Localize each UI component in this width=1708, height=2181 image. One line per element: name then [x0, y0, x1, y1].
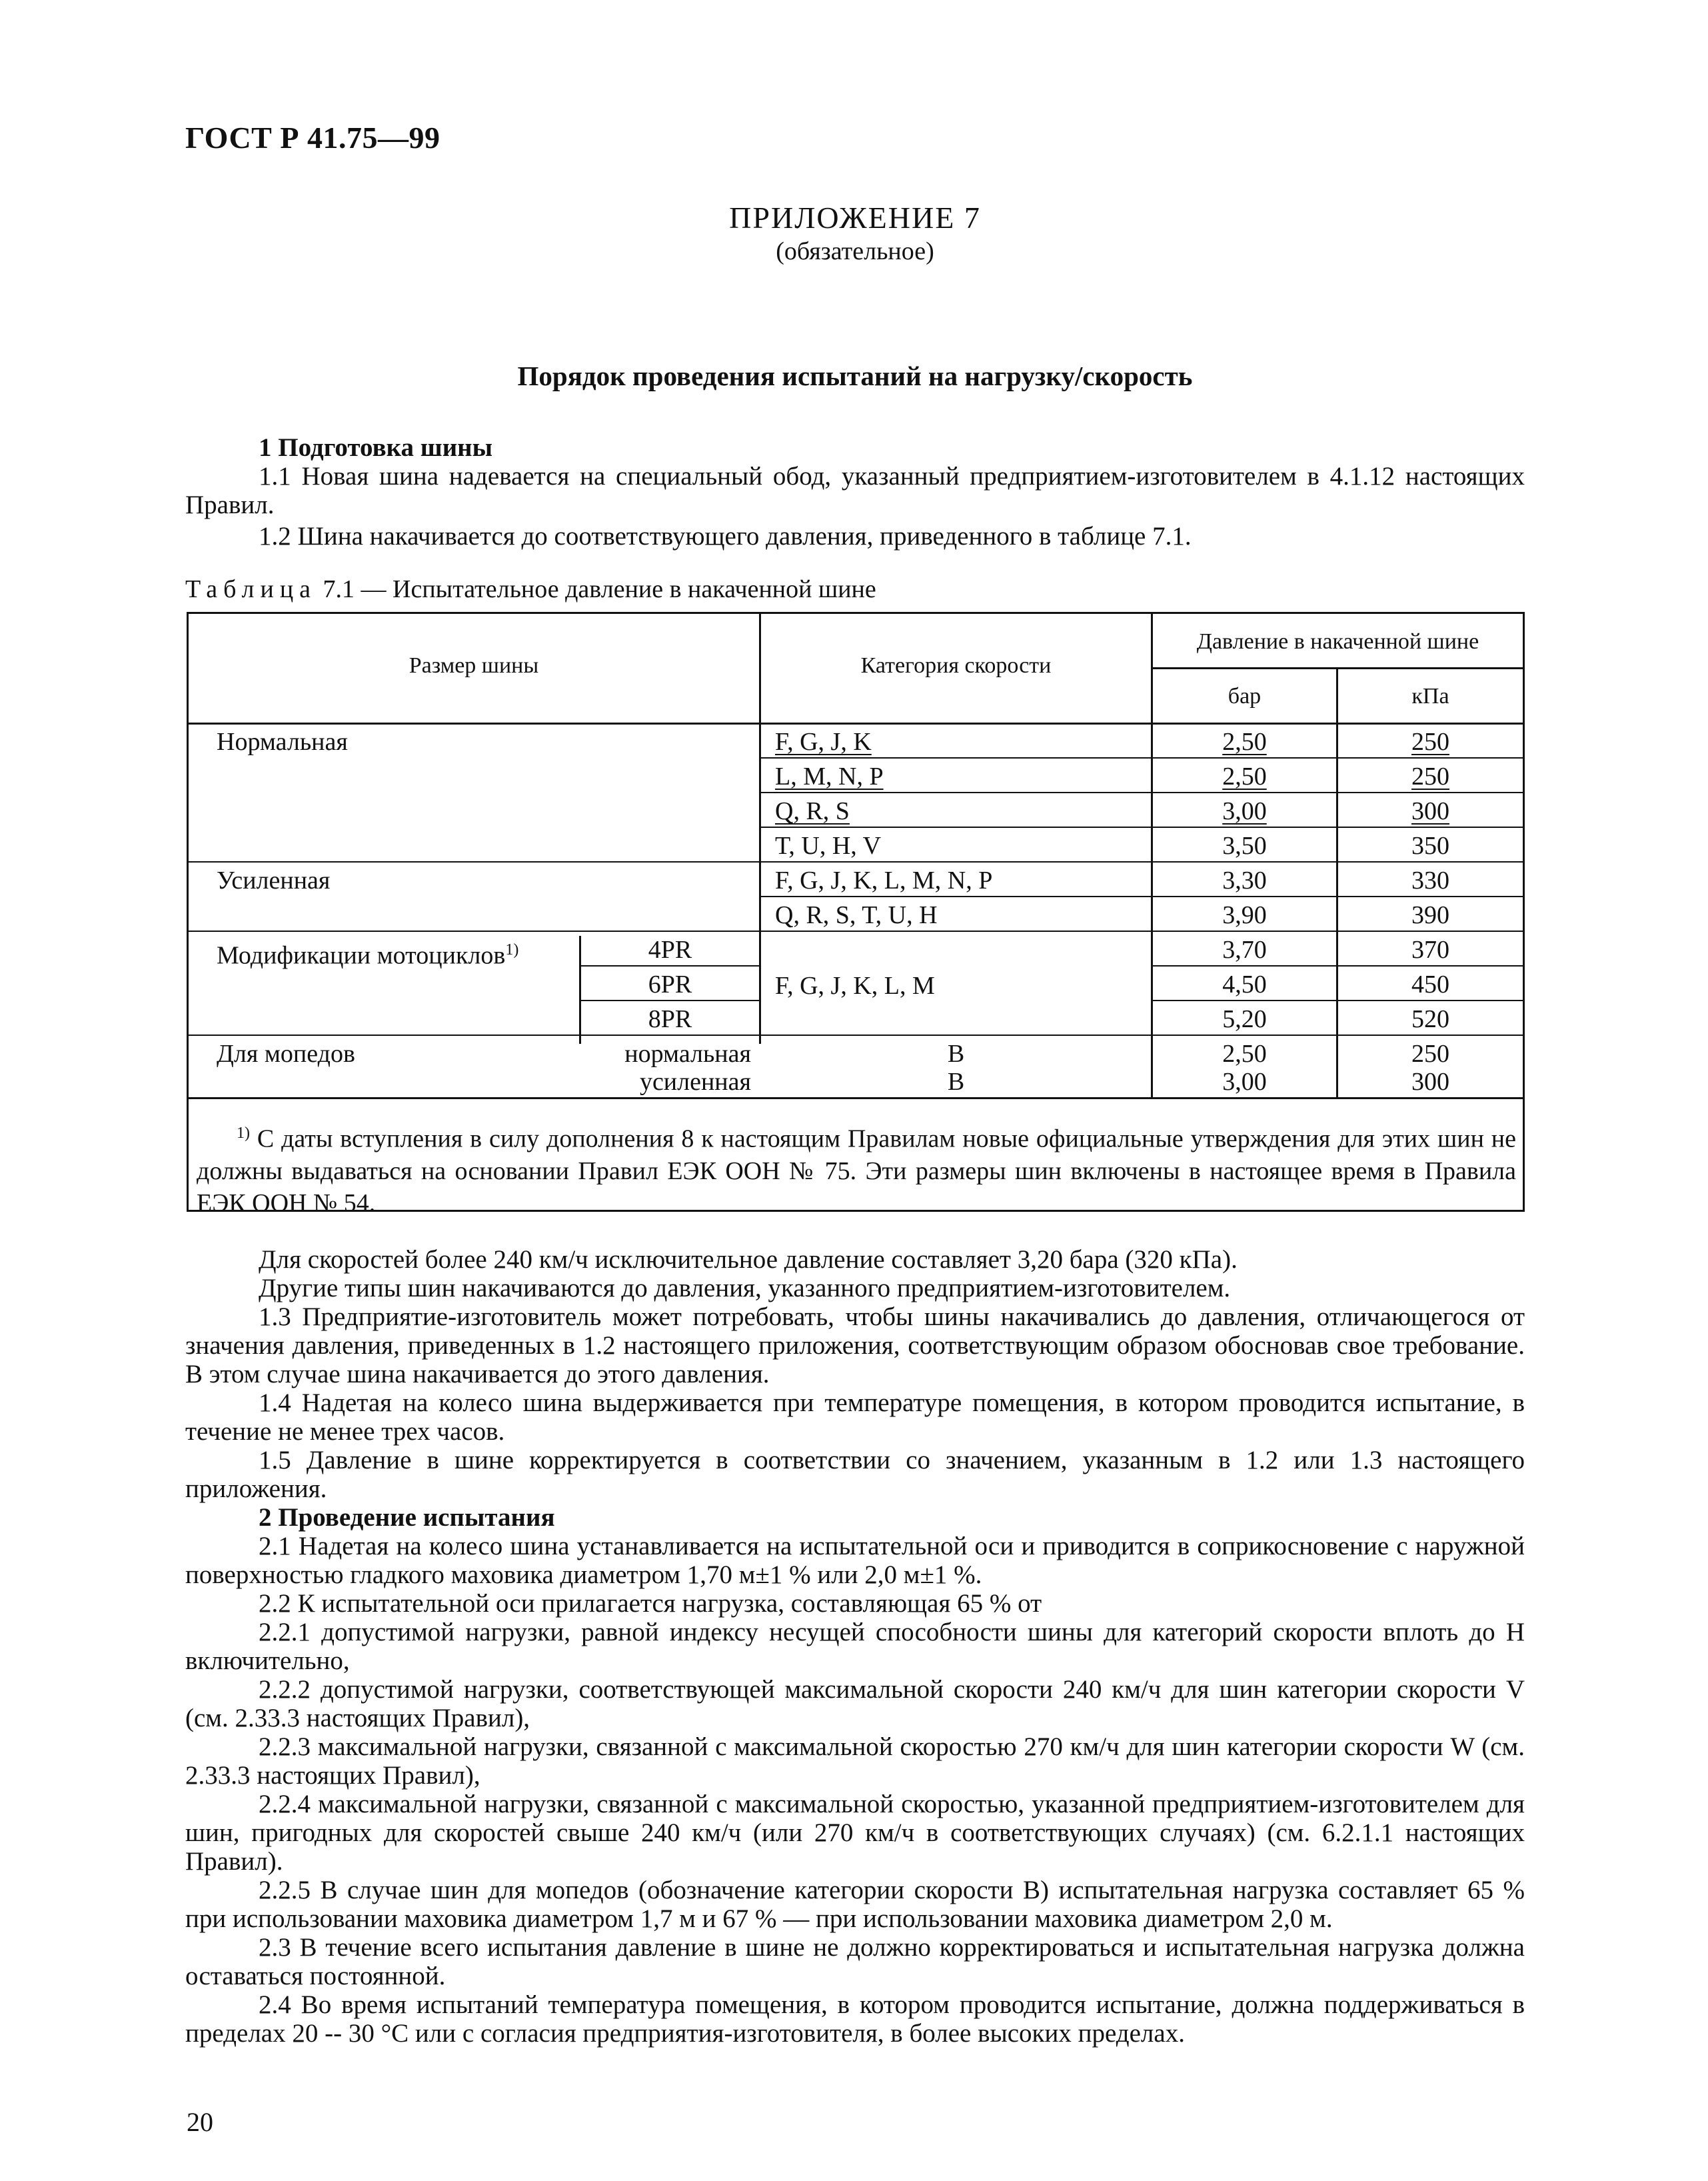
table-row: 330 — [1411, 867, 1449, 895]
paragraph-other-tires: Другие типы шин накачиваются до давления, указанного предприятием-изготовителем. — [259, 1274, 1231, 1302]
table-row: Q, R, S — [775, 797, 850, 825]
table-row: Q, R, S, T, U, H — [775, 901, 938, 929]
table-row: 3,00 — [1222, 797, 1267, 825]
table-row: 2,50 — [1222, 728, 1267, 756]
table-row: 450 — [1411, 971, 1449, 999]
paragraph-2-2-4: 2.2.4 максимальной нагрузки, связанной с максимальной скоростью, указанной предприятием-изготовителем для шин, пригодных для скоростей свыше 240 км/ч (или 270 км/ч в соответствующих случаях) (см. 6.2.1.1 настоящих Правил). — [185, 1790, 1525, 1876]
pressure-table — [187, 612, 1525, 1217]
paragraph-2-4: 2.4 Во время испытаний температура помещения, в котором проводится испытание, должна поддерживаться в пределах 20 -- 30 °C или с согласия предприятия-изготовителя, в более высоких пределах. — [185, 1990, 1525, 2048]
table-row: 370 — [1411, 936, 1449, 964]
table-row: 250 — [1411, 728, 1449, 756]
table-row: 3,30 — [1222, 867, 1267, 895]
annex-status: (обязательное) — [776, 237, 934, 265]
group-motorcycle-label: Модификации мотоциклов — [217, 941, 506, 970]
paragraph-2-1: 2.1 Надетая на колесо шина устанавливается на испытательной оси и приводится в соприкосновение с наружной поверхностью гладкого маховика диаметром 1,70 м±1 % или 2,0 м±1 %. — [185, 1532, 1525, 1589]
table-row: нормальная — [624, 1040, 751, 1068]
footnote-mark: 1) — [505, 941, 519, 959]
section-2-heading: 2 Проведение испытания — [259, 1503, 555, 1532]
motorcycle-speed-category: F, G, J, K, L, M — [775, 972, 935, 1000]
table-row: усиленная — [639, 1068, 751, 1096]
annex-title: ПРИЛОЖЕНИЕ 7 — [729, 201, 981, 235]
table-row: 250 — [1411, 763, 1449, 791]
paragraph-speed-pressure: Для скоростей более 240 км/ч исключительное давление составляет 3,20 бара (320 кПа). — [259, 1245, 1238, 1274]
table-row: 3,90 — [1222, 901, 1267, 929]
table-row: 5,20 — [1222, 1005, 1267, 1033]
paragraph-2-2-3: 2.2.3 максимальной нагрузки, связанной с максимальной скоростью 270 км/ч для шин категории скорости W (см. 2.33.3 настоящих Правил), — [185, 1732, 1525, 1790]
document-code: ГОСТ Р 41.75—99 — [185, 121, 440, 155]
footnote-mark: 1) — [237, 1124, 250, 1142]
header-pressure: Давление в накаченной шине — [1196, 629, 1479, 654]
header-speed-category: Категория скорости — [860, 653, 1052, 678]
paragraph-1-5: 1.5 Давление в шине корректируется в соответствии со значением, указанным в 1.2 или 1.3 настоящего приложения. — [185, 1446, 1525, 1503]
paragraph-1-2: 1.2 Шина накачивается до соответствующего давления, приведенного в таблице 7.1. — [259, 522, 1192, 551]
table-row: 4,50 — [1222, 971, 1267, 999]
table-row: B — [947, 1040, 965, 1068]
paragraph-2-2-5: 2.2.5 В случае шин для мопедов (обозначение категории скорости B) испытательная нагрузка составляет 65 % при использовании маховика диаметром 1,7 м и 67 % — при использовании маховика диаметром 2,0 м. — [185, 1876, 1525, 1933]
table-row: 4PR — [648, 936, 692, 964]
table-row: 3,00 — [1222, 1068, 1267, 1096]
table-row: 250 — [1411, 1040, 1449, 1068]
group-normal: Нормальная — [217, 728, 348, 756]
body-after-table — [185, 1245, 1525, 2048]
table-caption-word: Таблица — [185, 575, 317, 603]
table-row: 6PR — [648, 971, 692, 999]
table-row: 300 — [1411, 1068, 1449, 1096]
page-number: 20 — [187, 2107, 213, 2137]
table-row: F, G, J, K — [775, 728, 872, 756]
header-tire-size: Размер шины — [409, 653, 539, 678]
table-row: 2,50 — [1222, 763, 1267, 791]
paragraph-2-2-2: 2.2.2 допустимой нагрузки, соответствующей максимальной скорости 240 км/ч для шин категории скорости V (см. 2.33.3 настоящих Правил), — [185, 1675, 1525, 1732]
paragraph-1-4: 1.4 Надетая на колесо шина выдерживается при температуре помещения, в котором проводится испытание, в течение не менее трех часов. — [185, 1388, 1525, 1446]
table-row: L, M, N, P — [775, 763, 884, 791]
section-1-heading: 1 Подготовка шины — [259, 433, 493, 462]
table-row: B — [947, 1068, 965, 1096]
paragraph-2-2-1: 2.2.1 допустимой нагрузки, равной индексу несущей способности шины для категорий скорости вплоть до H включительно, — [185, 1618, 1525, 1675]
table-row: 3,50 — [1222, 832, 1267, 860]
table-row: F, G, J, K, L, M, N, P — [775, 867, 993, 895]
table-footnote — [197, 1117, 1516, 1219]
table-row: 350 — [1411, 832, 1449, 860]
group-reinforced: Усиленная — [217, 867, 331, 895]
paragraph-1-1: 1.1 Новая шина надевается на специальный обод, указанный предприятием-изготовителем в 4.1.12 настоящих Правил. — [185, 462, 1525, 519]
section-1 — [185, 433, 1525, 551]
document-title: Порядок проведения испытаний на нагрузку/скорость — [517, 361, 1193, 391]
table-row: 390 — [1411, 901, 1449, 929]
footnote-text: С даты вступления в силу дополнения 8 к настоящим Правилам новые официальные утверждения для этих шин не должны выдаваться на основании Правил ЕЭК ООН № 75. Эти размеры шин включены в настоящее время в Правила ЕЭК ООН № 54. — [197, 1124, 1517, 1217]
table-row: 300 — [1411, 797, 1449, 825]
header-bar: бар — [1228, 684, 1262, 709]
table-row: 8PR — [648, 1005, 692, 1033]
group-mopeds: Для мопедов — [217, 1040, 355, 1068]
table-row: 2,50 — [1222, 1040, 1267, 1068]
table-caption-text: 7.1 — Испытательное давление в накаченной шине — [323, 575, 876, 603]
header-kpa: кПа — [1411, 684, 1449, 709]
table-caption — [185, 575, 876, 604]
paragraph-1-3: 1.3 Предприятие-изготовитель может потребовать, чтобы шины накачивались до давления, отличающегося от значения давления, приведенных в 1.2 настоящего приложения, соответствующим образом обосновав свое требование. В этом случае шина накачивается до этого давления. — [185, 1302, 1525, 1388]
group-motorcycle — [217, 935, 518, 971]
table-row: 3,70 — [1222, 936, 1267, 964]
paragraph-2-2: 2.2 К испытательной оси прилагается нагрузка, составляющая 65 % от — [259, 1589, 1042, 1618]
paragraph-2-3: 2.3 В течение всего испытания давление в шине не должно корректироваться и испытательная нагрузка должна оставаться постоянной. — [185, 1933, 1525, 1990]
table-row: T, U, H, V — [775, 832, 882, 860]
table-row: 520 — [1411, 1005, 1449, 1033]
